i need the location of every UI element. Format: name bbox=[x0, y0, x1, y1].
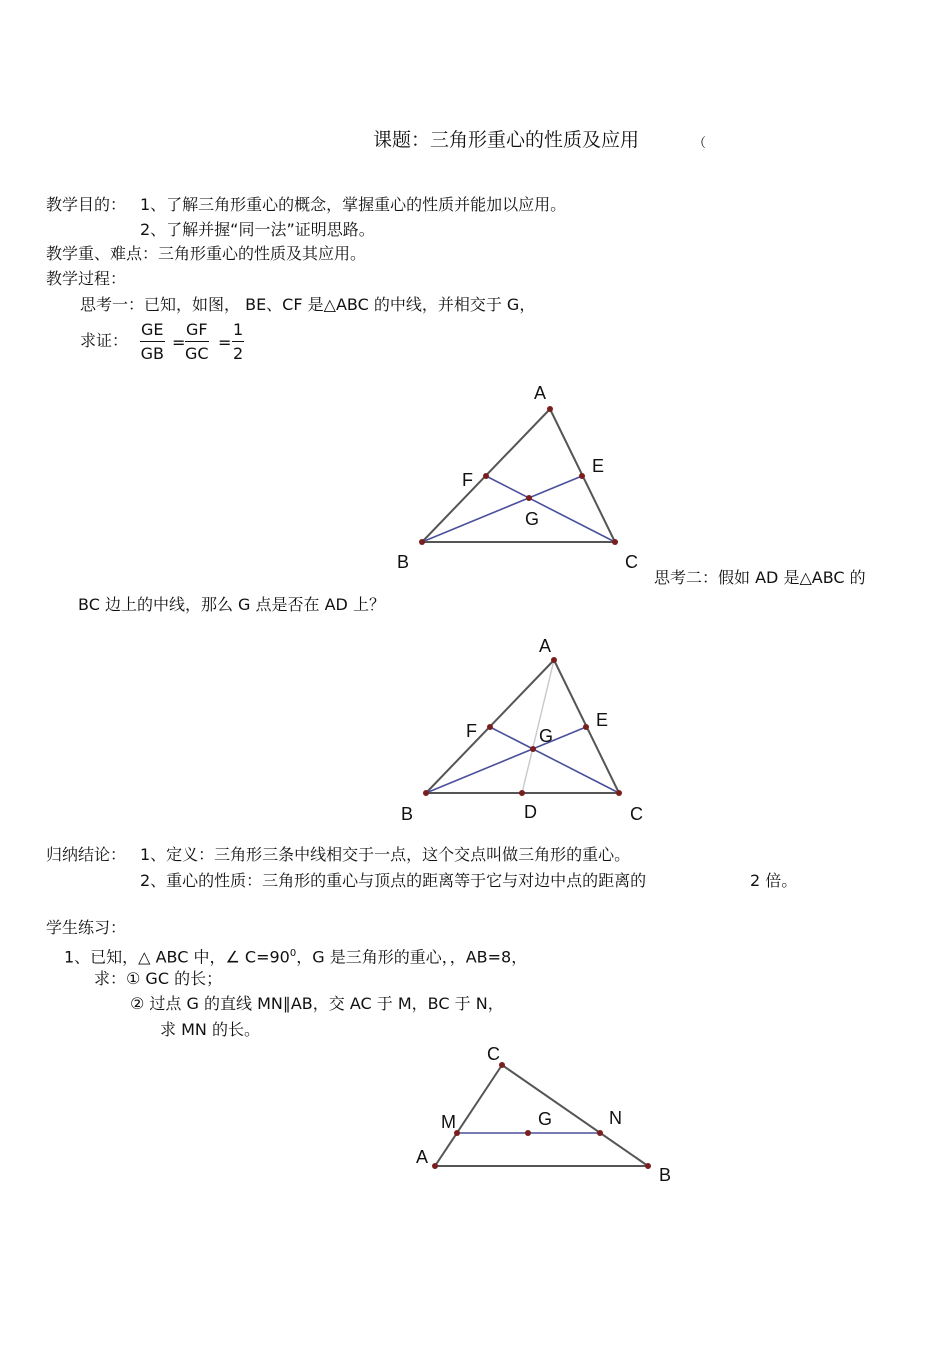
objective-1: 1、了解三角形重心的概念，掌握重心的性质并能加以应用。 bbox=[140, 195, 567, 214]
objectives-label: 教学目的： bbox=[46, 195, 127, 214]
label-n: N bbox=[609, 1108, 622, 1128]
frac3-numerator: 1 bbox=[232, 321, 244, 342]
title-paren: （ bbox=[693, 136, 707, 151]
frac2-numerator: GF bbox=[185, 321, 209, 342]
label-m: M bbox=[441, 1112, 456, 1132]
label-b: B bbox=[397, 552, 410, 572]
label-a: A bbox=[534, 383, 547, 403]
q1-part-b: ，G 是三角形的重心，，AB=8， bbox=[296, 947, 528, 967]
point-n bbox=[597, 1130, 603, 1136]
prove-label: 求证： bbox=[80, 331, 129, 350]
label-f: F bbox=[466, 721, 477, 741]
practice-ask-3: 求 MN 的长。 bbox=[160, 1020, 260, 1039]
point-b bbox=[645, 1163, 651, 1169]
frac1-denominator: GB bbox=[140, 344, 164, 363]
equals-sign-1: = bbox=[172, 333, 186, 352]
label-c: C bbox=[630, 804, 643, 824]
label-b: B bbox=[659, 1165, 672, 1185]
label-c: C bbox=[487, 1044, 500, 1064]
frac2-denominator: GC bbox=[185, 344, 209, 363]
process-label: 教学过程： bbox=[46, 269, 127, 288]
q1-part-a: 1、已知，△ ABC 中，∠ C=90 bbox=[64, 947, 290, 967]
label-g: G bbox=[525, 509, 540, 529]
label-d: D bbox=[524, 802, 537, 822]
label-b: B bbox=[401, 804, 414, 824]
frac3-denominator: 2 bbox=[233, 344, 244, 363]
key-points: 教学重、难点：三角形重心的性质及其应用。 bbox=[46, 244, 367, 263]
practice-ask-2: ② 过点 G 的直线 MN∥AB，交 AC 于 M，BC 于 N， bbox=[130, 994, 504, 1013]
conclusion-label: 归纳结论： bbox=[46, 845, 127, 864]
think2-line2: BC 边上的中线，那么 G 点是否在 AD 上？ bbox=[78, 595, 385, 614]
practice-label: 学生练习： bbox=[46, 918, 127, 937]
label-g: G bbox=[538, 1109, 553, 1129]
page-title: 课题：三角形重心的性质及应用 bbox=[373, 129, 640, 151]
point-a bbox=[432, 1163, 438, 1169]
q1-degree-sup: 0 bbox=[289, 948, 297, 959]
point-g bbox=[525, 1130, 531, 1136]
think1-text: 思考一：已知，如图， BE、CF 是△ABC 的中线，并相交于 G， bbox=[80, 295, 536, 314]
label-a: A bbox=[539, 636, 552, 656]
think2-line1: 思考二：假如 AD 是△ABC 的 bbox=[654, 568, 866, 587]
practice-ask-1: 求：① GC 的长； bbox=[94, 969, 223, 988]
label-e: E bbox=[592, 456, 605, 476]
conclusion-property-tail: 2 倍。 bbox=[750, 871, 798, 890]
conclusion-property: 2、重心的性质：三角形的重心与顶点的距离等于它与对边中点的距离的 bbox=[140, 871, 647, 890]
equals-sign-2: = bbox=[218, 333, 232, 352]
conclusion-definition: 1、定义：三角形三条中线相交于一点，这个交点叫做三角形的重心。 bbox=[140, 845, 631, 864]
label-e: E bbox=[596, 710, 609, 730]
label-a: A bbox=[416, 1147, 429, 1167]
objective-2: 2、了解并握“同一法”证明思路。 bbox=[140, 220, 375, 239]
label-f: F bbox=[462, 470, 473, 490]
side-cb bbox=[502, 1065, 648, 1166]
label-c: C bbox=[625, 552, 638, 572]
frac1-numerator: GE bbox=[140, 321, 165, 342]
label-g: G bbox=[539, 726, 554, 746]
